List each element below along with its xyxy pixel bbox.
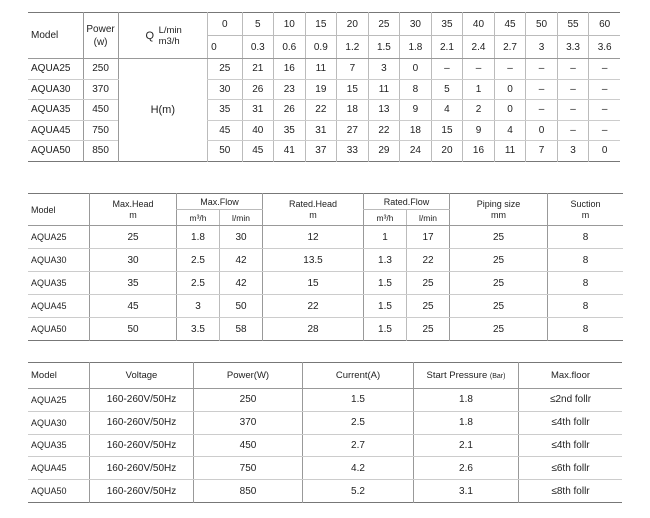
model-cell: AQUA25 <box>28 59 83 80</box>
head-value-cell: 19 <box>305 79 337 100</box>
flow-m3h-header: 2.1 <box>431 36 463 59</box>
head-value-cell: – <box>557 120 589 141</box>
head-value-cell: 11 <box>494 141 526 162</box>
current-cell: 4.2 <box>303 457 414 480</box>
model-cell: AQUA50 <box>31 145 71 157</box>
table-row <box>28 434 622 457</box>
head-value-cell: 35 <box>208 100 242 121</box>
power-header <box>83 13 118 59</box>
table-row <box>28 100 620 121</box>
rated-head-cell: 12 <box>263 226 364 249</box>
model-cell: AQUA30 <box>28 79 83 100</box>
table-row <box>28 79 620 100</box>
head-value-cell: – <box>589 100 620 121</box>
max-flow-m3h-cell: 2.5 <box>177 249 220 272</box>
flow-lmin-header: 30 <box>400 13 432 36</box>
head-value-cell: 5 <box>431 79 463 100</box>
head-value-cell: 3 <box>368 59 400 80</box>
rated-head-cell: 13.5 <box>263 249 364 272</box>
voltage-cell: 160-260V/50Hz <box>90 411 194 434</box>
head-value-cell: 22 <box>305 100 337 121</box>
piping-cell: 25 <box>450 318 548 341</box>
head-value-cell: 7 <box>526 141 557 162</box>
table-row <box>28 457 622 480</box>
q-header <box>118 13 208 59</box>
rated-flow-m3h-cell: 1.5 <box>364 295 407 318</box>
rated-flow-lmin-header: l/min <box>407 210 450 226</box>
current-cell: 1.5 <box>303 389 414 412</box>
start-pressure-cell: 2.1 <box>414 434 519 457</box>
flow-lmin-header: 40 <box>463 13 495 36</box>
flow-m3h-header: 0 <box>208 36 242 59</box>
flow-lmin-header: 10 <box>274 13 306 36</box>
head-value-cell: 16 <box>463 141 495 162</box>
head-value-cell: 18 <box>400 120 432 141</box>
rated-flow-m3h-header: m³/h <box>364 210 407 226</box>
table-row <box>28 295 623 318</box>
performance-header-row-lmin <box>28 13 620 36</box>
head-value-cell: – <box>526 59 557 80</box>
piping-label: Piping size <box>476 198 521 209</box>
piping-cell: 25 <box>450 295 548 318</box>
flow-m3h-header: 0.3 <box>242 36 274 59</box>
power-header: Power(W) <box>194 363 303 389</box>
model-cell: AQUA45 <box>28 457 90 480</box>
max-head-cell: 50 <box>90 318 177 341</box>
head-value-cell: 41 <box>274 141 306 162</box>
max-flow-lmin-cell: 42 <box>220 272 263 295</box>
head-value-cell: 26 <box>242 79 274 100</box>
power-cell: 750 <box>83 120 118 141</box>
head-value-cell: 20 <box>431 141 463 162</box>
head-value-cell: 11 <box>368 79 400 100</box>
model-header: Model <box>28 194 90 226</box>
max-head-cell: 35 <box>90 272 177 295</box>
head-value-cell: 0 <box>526 120 557 141</box>
head-value-cell: 4 <box>431 100 463 121</box>
flow-m3h-header: 0.9 <box>305 36 337 59</box>
suction-cell: 8 <box>548 226 624 249</box>
head-value-cell: – <box>463 59 495 80</box>
table-row <box>28 226 623 249</box>
rated-head-cell: 28 <box>263 318 364 341</box>
max-head-header <box>90 194 177 226</box>
power-header-label: Power <box>86 23 115 35</box>
piping-header <box>450 194 548 226</box>
model-cell: AQUA35 <box>28 434 90 457</box>
flow-lmin-header: 35 <box>431 13 463 36</box>
q-unit-lmin: L/min <box>158 24 182 36</box>
power-cell: 450 <box>194 434 303 457</box>
rated-flow-m3h-cell: 1.5 <box>364 272 407 295</box>
rated-flow-header: Rated.Flow <box>364 194 450 210</box>
head-value-cell: 26 <box>274 100 306 121</box>
head-value-cell: 11 <box>305 59 337 80</box>
voltage-header: Voltage <box>90 363 194 389</box>
head-value-cell: 50 <box>208 141 242 162</box>
head-value-cell: 45 <box>208 120 242 141</box>
suction-label: Suction <box>570 198 601 209</box>
max-floor-cell: ≤8th follr <box>519 480 623 503</box>
head-value-cell: – <box>526 79 557 100</box>
electrical-table <box>28 362 622 503</box>
start-pressure-label: Start Pressure <box>426 370 488 381</box>
model-cell: AQUA35 <box>28 272 90 295</box>
head-value-cell: 3 <box>557 141 589 162</box>
head-value-cell: 15 <box>431 120 463 141</box>
flow-m3h-header: 2.4 <box>463 36 495 59</box>
head-value-cell: 35 <box>274 120 306 141</box>
flow-lmin-header: 15 <box>305 13 337 36</box>
rated-flow-lmin-cell: 25 <box>407 272 450 295</box>
power-cell: 370 <box>194 411 303 434</box>
head-value-cell: 45 <box>242 141 274 162</box>
voltage-cell: 160-260V/50Hz <box>90 457 194 480</box>
model-cell: AQUA45 <box>28 120 83 141</box>
model-cell: AQUA25 <box>28 389 90 412</box>
flow-lmin-header: 45 <box>494 13 526 36</box>
start-pressure-cell: 1.8 <box>414 411 519 434</box>
head-value-cell: 0 <box>494 79 526 100</box>
head-value-cell: 8 <box>400 79 432 100</box>
max-head-cell: 25 <box>90 226 177 249</box>
max-flow-lmin-header: l/min <box>220 210 263 226</box>
power-cell: 250 <box>83 59 118 80</box>
piping-cell: 25 <box>450 226 548 249</box>
model-cell: AQUA30 <box>28 411 90 434</box>
model-header: Model <box>28 13 83 59</box>
head-value-cell: – <box>526 100 557 121</box>
power-cell: 450 <box>83 100 118 121</box>
head-value-cell: 2 <box>463 100 495 121</box>
head-value-cell: 29 <box>368 141 400 162</box>
suction-cell: 8 <box>548 249 624 272</box>
model-cell: AQUA50 <box>31 486 67 497</box>
power-cell: 850 <box>194 480 303 503</box>
head-value-cell: 27 <box>337 120 369 141</box>
max-floor-cell: ≤4th follr <box>519 434 623 457</box>
spec-header-row <box>28 194 623 210</box>
head-value-cell: 23 <box>274 79 306 100</box>
piping-cell: 25 <box>450 272 548 295</box>
head-value-cell: – <box>589 120 620 141</box>
suction-cell: 8 <box>548 318 624 341</box>
specification-table <box>28 193 623 341</box>
power-cell: 250 <box>194 389 303 412</box>
head-value-cell: – <box>431 59 463 80</box>
model-cell: AQUA45 <box>28 295 90 318</box>
head-value-cell: 13 <box>368 100 400 121</box>
max-flow-lmin-cell: 30 <box>220 226 263 249</box>
spec-table-body <box>28 226 623 341</box>
table-row <box>28 272 623 295</box>
max-head-unit: m <box>129 209 137 220</box>
start-pressure-cell: 1.8 <box>414 389 519 412</box>
max-floor-cell: ≤6th follr <box>519 457 623 480</box>
head-value-cell: 30 <box>208 79 242 100</box>
rated-head-header <box>263 194 364 226</box>
rated-flow-lmin-cell: 17 <box>407 226 450 249</box>
rated-flow-m3h-cell: 1.3 <box>364 249 407 272</box>
start-pressure-unit: (Bar) <box>489 373 506 380</box>
max-flow-lmin-cell: 42 <box>220 249 263 272</box>
head-value-cell: 4 <box>494 120 526 141</box>
head-value-cell: 24 <box>400 141 432 162</box>
head-value-cell: 37 <box>305 141 337 162</box>
table-row <box>28 120 620 141</box>
head-value-cell: 0 <box>589 141 620 162</box>
head-value-cell: 0 <box>400 59 432 80</box>
power-cell: 370 <box>83 79 118 100</box>
head-value-cell: 7 <box>337 59 369 80</box>
power-cell: 850 <box>83 141 118 162</box>
head-value-cell: 21 <box>242 59 274 80</box>
model-cell: AQUA35 <box>28 100 83 121</box>
model-cell: AQUA30 <box>28 249 90 272</box>
model-header: Model <box>28 363 90 389</box>
flow-m3h-header: 1.2 <box>337 36 369 59</box>
rated-head-label: Rated.Head <box>288 198 338 209</box>
flow-lmin-header: 0 <box>208 13 242 36</box>
flow-m3h-header: 3 <box>526 36 557 59</box>
max-head-cell: 45 <box>90 295 177 318</box>
flow-m3h-header: 2.7 <box>494 36 526 59</box>
suction-header <box>548 194 624 226</box>
table-row <box>28 141 620 162</box>
q-header-units <box>159 25 182 47</box>
piping-unit: mm <box>491 209 506 220</box>
rated-flow-m3h-cell: 1.5 <box>364 318 407 341</box>
max-flow-lmin-cell: 58 <box>220 318 263 341</box>
flow-m3h-header: 0.6 <box>274 36 306 59</box>
power-cell: 750 <box>194 457 303 480</box>
table-row <box>28 318 623 341</box>
flow-lmin-header: 20 <box>337 13 369 36</box>
max-head-label: Max.Head <box>112 198 154 209</box>
flow-lmin-header: 55 <box>557 13 589 36</box>
max-flow-m3h-header: m³/h <box>177 210 220 226</box>
head-value-cell: 15 <box>337 79 369 100</box>
head-value-cell: – <box>589 79 620 100</box>
start-pressure-cell: 3.1 <box>414 480 519 503</box>
rated-flow-lmin-cell: 22 <box>407 249 450 272</box>
current-cell: 5.2 <box>303 480 414 503</box>
max-flow-lmin-cell: 50 <box>220 295 263 318</box>
head-value-cell: – <box>557 79 589 100</box>
max-floor-cell: ≤2nd follr <box>519 389 623 412</box>
suction-unit: m <box>581 209 590 220</box>
head-value-cell: – <box>494 59 526 80</box>
head-value-cell: 16 <box>274 59 306 80</box>
head-value-cell: 1 <box>463 79 495 100</box>
head-value-cell: 25 <box>208 59 242 80</box>
rated-flow-lmin-cell: 25 <box>407 318 450 341</box>
flow-m3h-header: 1.8 <box>400 36 432 59</box>
head-value-cell: 0 <box>494 100 526 121</box>
flow-lmin-header: 5 <box>242 13 274 36</box>
flow-m3h-header: 1.5 <box>368 36 400 59</box>
flow-lmin-header: 50 <box>526 13 557 36</box>
rated-flow-m3h-cell: 1 <box>364 226 407 249</box>
rated-head-cell: 22 <box>263 295 364 318</box>
head-value-cell: 9 <box>463 120 495 141</box>
head-value-cell: 31 <box>305 120 337 141</box>
suction-cell: 8 <box>548 272 624 295</box>
performance-table <box>28 12 620 162</box>
table-row <box>28 480 622 503</box>
max-head-cell: 30 <box>90 249 177 272</box>
q-header-label: Q <box>145 29 155 42</box>
suction-cell: 8 <box>548 295 624 318</box>
head-value-cell: 40 <box>242 120 274 141</box>
head-value-cell: 18 <box>337 100 369 121</box>
current-header: Current(A) <box>303 363 414 389</box>
max-floor-header: Max.floor <box>519 363 623 389</box>
voltage-cell: 160-260V/50Hz <box>90 389 194 412</box>
max-flow-m3h-cell: 2.5 <box>177 272 220 295</box>
electrical-table-body <box>28 389 622 503</box>
q-unit-m3h: m3/h <box>158 35 180 47</box>
table-row <box>28 59 620 80</box>
head-value-cell: 9 <box>400 100 432 121</box>
flow-lmin-header: 25 <box>368 13 400 36</box>
rated-head-cell: 15 <box>263 272 364 295</box>
rated-flow-lmin-cell: 25 <box>407 295 450 318</box>
current-cell: 2.5 <box>303 411 414 434</box>
flow-lmin-header: 60 <box>589 13 620 36</box>
power-header-unit: (w) <box>93 36 108 48</box>
max-flow-m3h-cell: 1.8 <box>177 226 220 249</box>
table-row <box>28 249 623 272</box>
max-flow-m3h-cell: 3.5 <box>177 318 220 341</box>
max-flow-m3h-cell: 3 <box>177 295 220 318</box>
head-value-cell: 33 <box>337 141 369 162</box>
table-row <box>28 411 622 434</box>
flow-m3h-header: 3.3 <box>557 36 589 59</box>
table-row <box>28 389 622 412</box>
head-value-cell: – <box>557 100 589 121</box>
start-pressure-header <box>414 363 519 389</box>
start-pressure-cell: 2.6 <box>414 457 519 480</box>
model-cell: AQUA50 <box>31 324 67 334</box>
head-value-cell: – <box>557 59 589 80</box>
piping-cell: 25 <box>450 249 548 272</box>
rated-head-unit: m <box>309 209 317 220</box>
flow-m3h-header: 3.6 <box>589 36 620 59</box>
voltage-cell: 160-260V/50Hz <box>90 480 194 503</box>
model-cell: AQUA25 <box>28 226 90 249</box>
head-value-cell: 22 <box>368 120 400 141</box>
head-value-cell: – <box>589 59 620 80</box>
voltage-cell: 160-260V/50Hz <box>90 434 194 457</box>
h-label: H(m) <box>118 59 208 162</box>
current-cell: 2.7 <box>303 434 414 457</box>
head-value-cell: 31 <box>242 100 274 121</box>
electrical-header-row <box>28 363 622 389</box>
max-flow-header: Max.Flow <box>177 194 263 210</box>
max-floor-cell: ≤4th follr <box>519 411 623 434</box>
